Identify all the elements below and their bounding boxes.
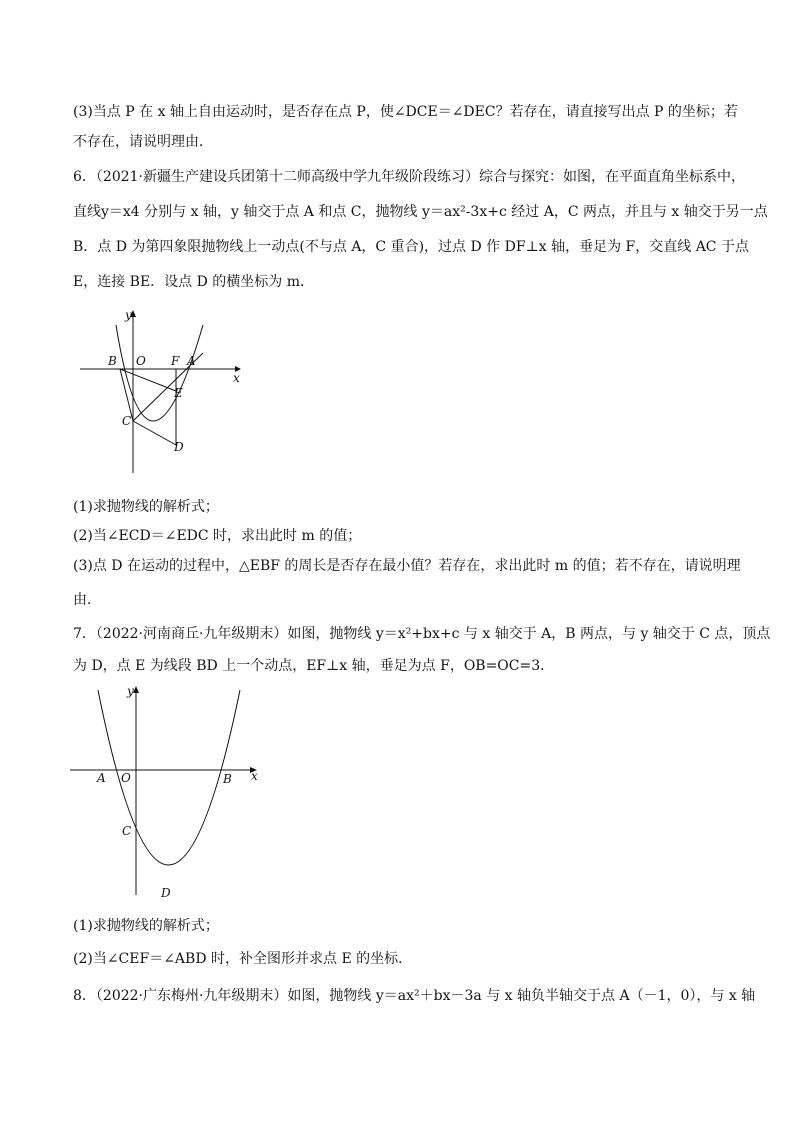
label-f: F bbox=[171, 354, 180, 368]
label-x: x bbox=[233, 371, 240, 385]
text-line-4: 直线y＝x4 分别与 x 轴，y 轴交于点 A 和点 C，抛物线 y＝ax²-3x+c 经过 A，C 两点，并且与 x 轴交于另一点 bbox=[73, 204, 768, 220]
label-y: y bbox=[127, 684, 134, 698]
text-line-13: (1)求抛物线的解析式； bbox=[73, 918, 219, 934]
text-line-15: 8．（2022·广东梅州·九年级期末）如图，抛物线 y＝ax²＋bx－3a 与 x 轴负半轴交于点 A（－1，0），与 x 轴 bbox=[73, 988, 756, 1004]
label-y: y bbox=[125, 308, 132, 322]
label-d: D bbox=[174, 440, 184, 454]
text-line-6: E，连接 BE．设点 D 的横坐标为 m． bbox=[73, 274, 315, 290]
label-b: B bbox=[108, 354, 117, 368]
text-line-8: (2)当∠ECD＝∠EDC 时，求出此时 m 的值； bbox=[73, 528, 362, 544]
segment-cd bbox=[133, 421, 176, 445]
label-o: O bbox=[121, 771, 131, 785]
label-e: E bbox=[174, 386, 183, 400]
text-line-2: 不存在，请说明理由． bbox=[73, 134, 213, 150]
text-line-1: (3)当点 P 在 x 轴上自由运动时，是否存在点 P，使∠DCE＝∠DEC？若存在，请直接写出点 P 的坐标；若 bbox=[73, 104, 738, 120]
segment-be bbox=[120, 369, 176, 391]
figure-1 bbox=[75, 305, 250, 475]
label-c: C bbox=[122, 414, 132, 428]
text-line-10: 由． bbox=[73, 592, 101, 608]
label-x: x bbox=[251, 769, 258, 783]
y-axis-arrow bbox=[133, 686, 139, 693]
text-line-14: (2)当∠CEF＝∠ABD 时，补全图形并求点 E 的坐标． bbox=[73, 951, 413, 967]
label-a: A bbox=[97, 771, 106, 785]
label-d: D bbox=[161, 886, 171, 900]
text-line-3: 6．（2021·新疆生产建设兵团第十二师高级中学九年级阶段练习）综合与探究：如图，在平面直角坐标系中， bbox=[73, 169, 745, 185]
text-line-5: B．点 D 为第四象限抛物线上一动点(不与点 A，C 重合)，过点 D 作 DF⊥x 轴，垂足为 F，交直线 AC 于点 bbox=[73, 239, 749, 255]
text-line-7: (1)求抛物线的解析式； bbox=[73, 499, 219, 515]
label-c: C bbox=[122, 824, 132, 838]
label-o: O bbox=[136, 354, 146, 368]
text-line-9: (3)点 D 在运动的过程中，△EBF 的周长是否存在最小值？若存在，求出此时 m 的值；若不存在，请说明理 bbox=[73, 558, 741, 574]
text-line-12: 为 D，点 E 为线段 BD 上一个动点，EF⊥x 轴，垂足为点 F，OB=OC=3． bbox=[73, 658, 555, 674]
text-line-11: 7．（2022·河南商丘·九年级期末）如图，抛物线 y＝x²+bx+c 与 x 轴交于 A，B 两点，与 y 轴交于 C 点，顶点 bbox=[73, 626, 771, 642]
figure-2 bbox=[65, 680, 265, 905]
parabola bbox=[98, 690, 240, 865]
label-b: B bbox=[223, 772, 232, 786]
label-a: A bbox=[187, 354, 196, 368]
